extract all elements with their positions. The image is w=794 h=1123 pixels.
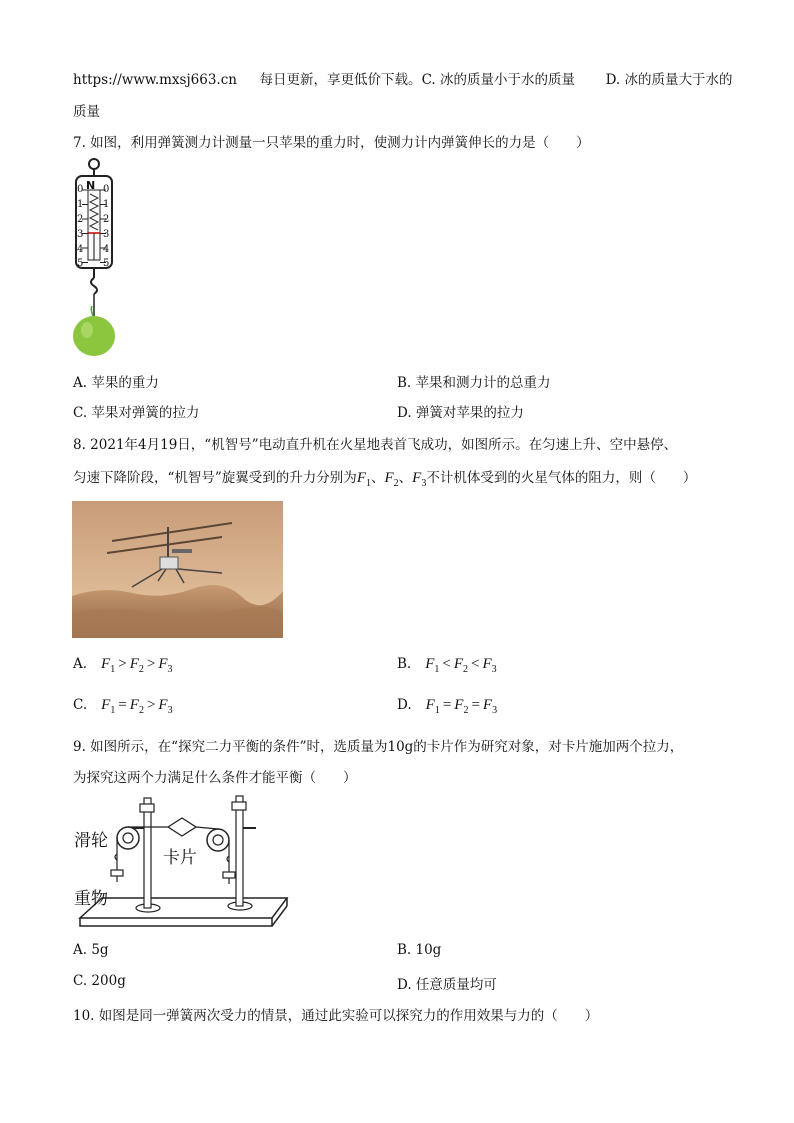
- q8-b-label: B.: [397, 656, 412, 672]
- tick-right-5: 5: [103, 258, 110, 269]
- force-f2: $F_2$: [384, 470, 399, 489]
- weight-label: 重物: [74, 889, 108, 909]
- q6-option-d-wrap: 质量: [73, 104, 100, 120]
- q8-d-label: D.: [397, 697, 412, 713]
- q9-option-a: A. 5g: [73, 942, 109, 958]
- q8-stem-suffix: 不计机体受到的火星气体的阻力，则（ ）: [426, 470, 697, 486]
- q8-stem-line1: 8. 2021年4月19日，“机智号”电动直升机在火星地表首飞成功，如图所示。在匀速上升、空中悬停、: [73, 437, 678, 453]
- q7-option-b: B. 苹果和测力计的总重力: [397, 375, 551, 391]
- q8-option-c: C. $F_1 = F_2 > F_3$: [73, 697, 173, 716]
- tick-left-1: 1: [77, 199, 84, 210]
- pulley-label: 滑轮: [74, 831, 108, 851]
- q8-stem-prefix: 匀速下降阶段，“机智号”旋翼受到的升力分别为: [73, 470, 357, 486]
- sep-2: 、: [398, 470, 413, 486]
- q9-option-c: C. 200g: [73, 973, 126, 989]
- q7-option-a: A. 苹果的重力: [73, 375, 159, 391]
- tick-right-1: 1: [103, 199, 110, 210]
- q8-a-label: A.: [73, 656, 88, 672]
- q8-option-d: D. $F_1 = F_2 = F_3$: [397, 697, 498, 716]
- tick-right-3: 3: [103, 229, 110, 240]
- tick-right-4: 4: [103, 244, 110, 255]
- mars-helicopter-photo: [72, 501, 283, 638]
- tick-left-0: 0: [77, 184, 84, 195]
- q7-option-d: D. 弹簧对苹果的拉力: [397, 405, 524, 421]
- apple: [73, 316, 115, 356]
- tick-left-5: 5: [77, 258, 84, 269]
- force-f3: $F_3$: [412, 470, 427, 489]
- watermark-url: https://www.mxsj663.cn: [73, 72, 237, 88]
- card-label: 卡片: [163, 848, 197, 868]
- q8-option-a: A. $F_1 > F_2 > F_3$: [73, 656, 173, 675]
- q7-option-c: C. 苹果对弹簧的拉力: [73, 405, 200, 421]
- q9-option-d: D. 任意质量均可: [397, 977, 497, 993]
- q6-option-c: C. 冰的质量小于水的质量: [421, 72, 575, 88]
- q8-option-b: B. $F_1 < F_2 < F_3$: [397, 656, 497, 675]
- q7-stem: 7. 如图，利用弹簧测力计测量一只苹果的重力时，使测力计内弹簧伸长的力是（ ）: [73, 135, 590, 151]
- tick-right-0: 0: [103, 184, 110, 195]
- q6-option-d: D. 冰的质量大于水的: [605, 72, 733, 88]
- sep-1: 、: [370, 470, 385, 486]
- watermark-promo: 每日更新，享更低价下载。: [259, 72, 422, 88]
- header-line: [73, 68, 733, 88]
- q9-stem-line2: 为探究这两个力满足什么条件才能平衡（ ）: [73, 770, 357, 786]
- q8-stem-line2: [73, 466, 696, 489]
- force-f1: $F_1$: [356, 470, 371, 489]
- q10-stem: 10. 如图是同一弹簧两次受力的情景，通过此实验可以探究力的作用效果与力的（ ）: [73, 1008, 599, 1024]
- tick-left-3: 3: [77, 229, 84, 240]
- tick-left-4: 4: [77, 244, 84, 255]
- tick-left-2: 2: [77, 214, 84, 225]
- tick-right-2: 2: [103, 214, 110, 225]
- scale-unit-label: N: [86, 179, 96, 192]
- q9-stem-line1: 9. 如图所示，在“探究二力平衡的条件”时，选质量为10g的卡片作为研究对象，对卡片施加两个拉力，: [73, 739, 684, 755]
- q8-c-label: C.: [73, 697, 88, 713]
- q9-option-b: B. 10g: [397, 942, 442, 958]
